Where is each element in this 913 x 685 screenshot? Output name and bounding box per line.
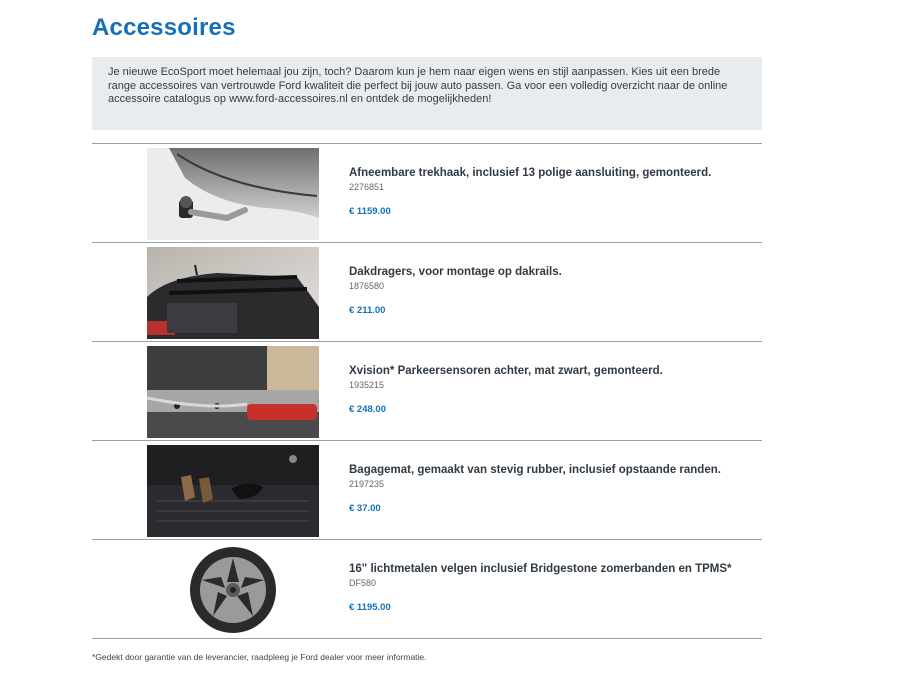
accessory-name: 16" lichtmetalen velgen inclusief Bridgestone zomerbanden en TPMS* <box>349 563 732 575</box>
accessory-code: 2276851 <box>349 182 385 192</box>
accessory-price: € 1159.00 <box>349 206 391 217</box>
accessory-name: Dakdragers, voor montage op dakrails. <box>349 266 562 278</box>
intro-box: Je nieuwe EcoSport moet helemaal jou zijn, toch? Daarom kun je hem naar eigen wens en stijl aanpassen. Kies uit een brede range accessoires van vertrouwde Ford kwaliteit die perfect bij jouw auto passen. Ga voor een volledig overzicht naar de online accessoire catalogus op www.ford-accessoires.nl en ontdek de mogelijkheden! <box>92 57 762 130</box>
accessory-row <box>92 539 762 639</box>
accessory-price: € 37.00 <box>349 503 381 514</box>
accessory-name: Bagagemat, gemaakt van stevig rubber, inclusief opstaande randen. <box>349 464 721 476</box>
accessory-code: 2197235 <box>349 479 385 489</box>
roof-rack-image <box>147 247 319 339</box>
cargo-mat-image <box>147 445 319 537</box>
accessory-code: DF580 <box>349 578 377 588</box>
parking-sensor-image <box>147 346 319 438</box>
page-title: Accessoires <box>92 14 236 41</box>
accessory-list <box>92 143 762 639</box>
accessory-price: € 1195.00 <box>349 602 391 613</box>
accessory-price: € 248.00 <box>349 404 386 415</box>
accessory-name: Xvision* Parkeersensoren achter, mat zwart, gemonteerd. <box>349 365 663 377</box>
accessory-name: Afneembare trekhaak, inclusief 13 polige aansluiting, gemonteerd. <box>349 167 712 179</box>
accessory-code: 1935215 <box>349 380 385 390</box>
accessory-row <box>92 143 762 242</box>
footnote: *Gedekt door garantie van de leverancier, raadpleeg je Ford dealer voor meer informatie. <box>92 652 427 662</box>
accessory-row <box>92 242 762 341</box>
tow-hitch-image <box>147 148 319 240</box>
accessory-price: € 211.00 <box>349 305 386 316</box>
accessory-code: 1876580 <box>349 281 385 291</box>
accessory-row <box>92 341 762 440</box>
accessory-row <box>92 440 762 539</box>
alloy-wheel-image <box>147 544 319 636</box>
